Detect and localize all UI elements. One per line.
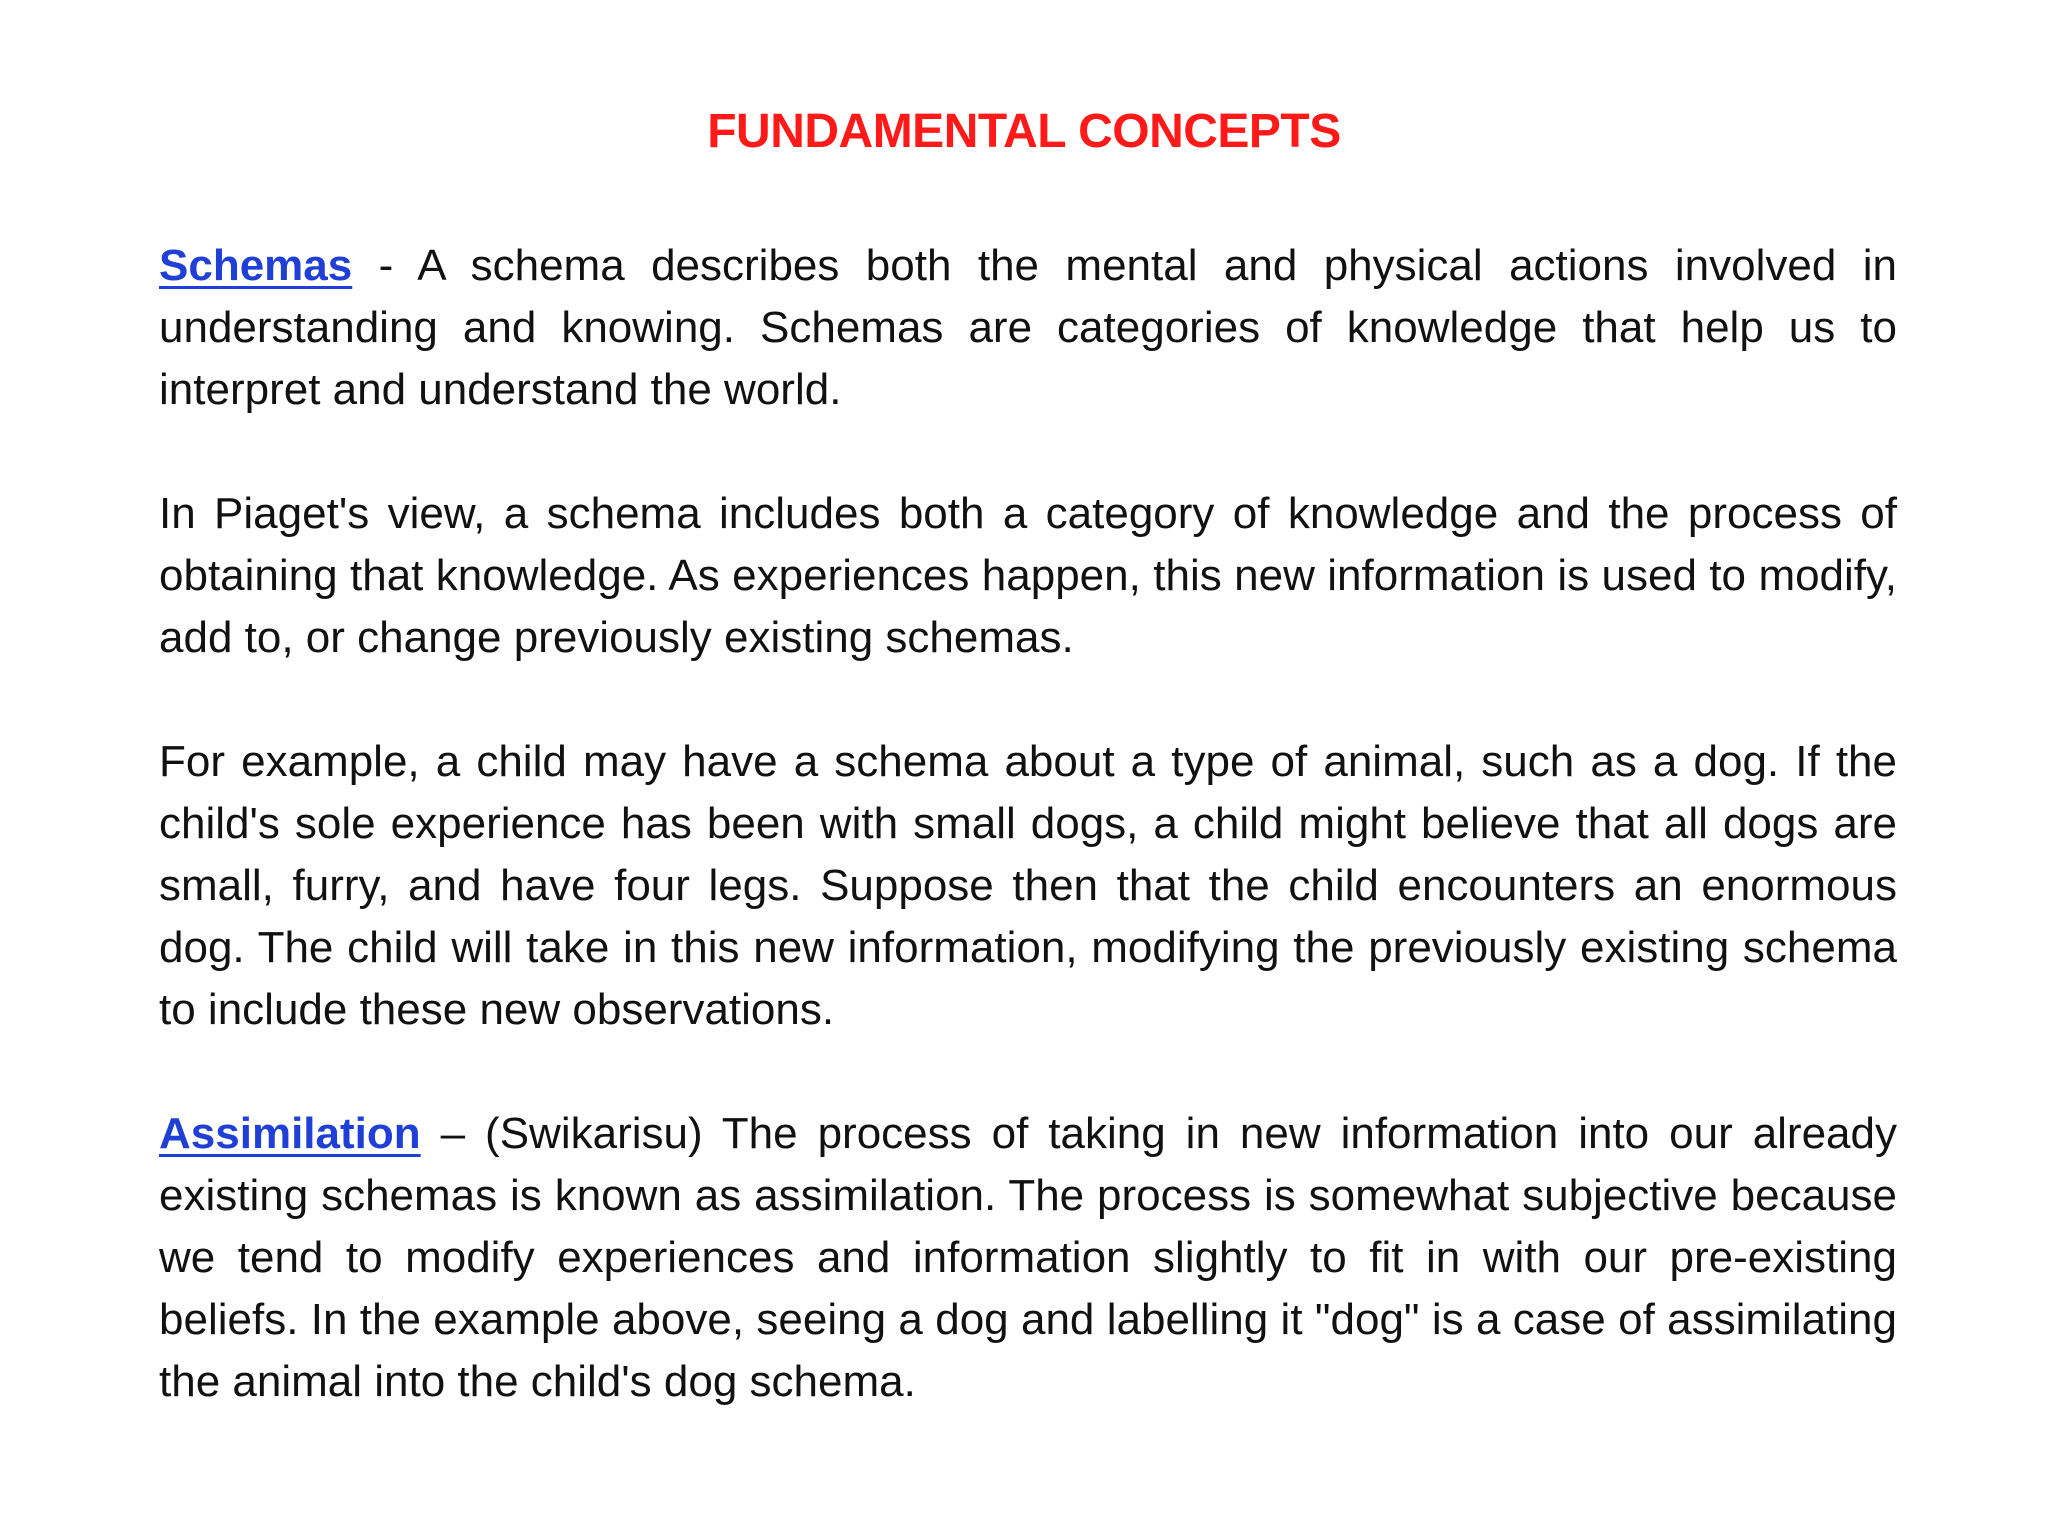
- paragraph-schemas: [159, 235, 1897, 421]
- dog-example-text: For example, a child may have a schema about a type of animal, such as a dog. If the child's sole experience has been with small dogs, a child might believe that all dogs are small, furry, and have four legs. Suppose then that the child encounters an enormous dog. The child will take in this new information, modifying the previously existing schema to include these new observations.: [159, 737, 1897, 1034]
- paragraph-assimilation: [159, 1103, 1897, 1413]
- assimilation-term-link[interactable]: Assimilation: [159, 1109, 421, 1158]
- schemas-separator: -: [352, 241, 418, 290]
- assimilation-definition-text: (Swikarisu) The process of taking in new information into our already existing schemas is known as assimilation. The process is somewhat subjective because we tend to modify experiences and information slightly to fit in with our pre-existing beliefs. In the example above, seeing a dog and labelling it "dog" is a case of assimilating the animal into the child's dog schema.: [159, 1109, 1898, 1406]
- slide-content: [159, 235, 1897, 1475]
- schemas-term-link[interactable]: Schemas: [159, 241, 353, 290]
- piaget-view-text: In Piaget's view, a schema includes both a category of knowledge and the process of obtaining that knowledge. As experiences happen, this new information is used to modify, add to, or change previously existing schemas.: [159, 489, 1897, 662]
- slide-title: FUNDAMENTAL CONCEPTS: [707, 105, 1341, 158]
- paragraph-dog-example: [159, 731, 1897, 1041]
- assimilation-separator: –: [420, 1109, 486, 1158]
- paragraph-piaget-view: [159, 483, 1897, 669]
- schemas-definition-text: A schema describes both the mental and physical actions involved in understanding and knowing. Schemas are categories of knowledge that help us to interpret and understand the world.: [159, 241, 1897, 414]
